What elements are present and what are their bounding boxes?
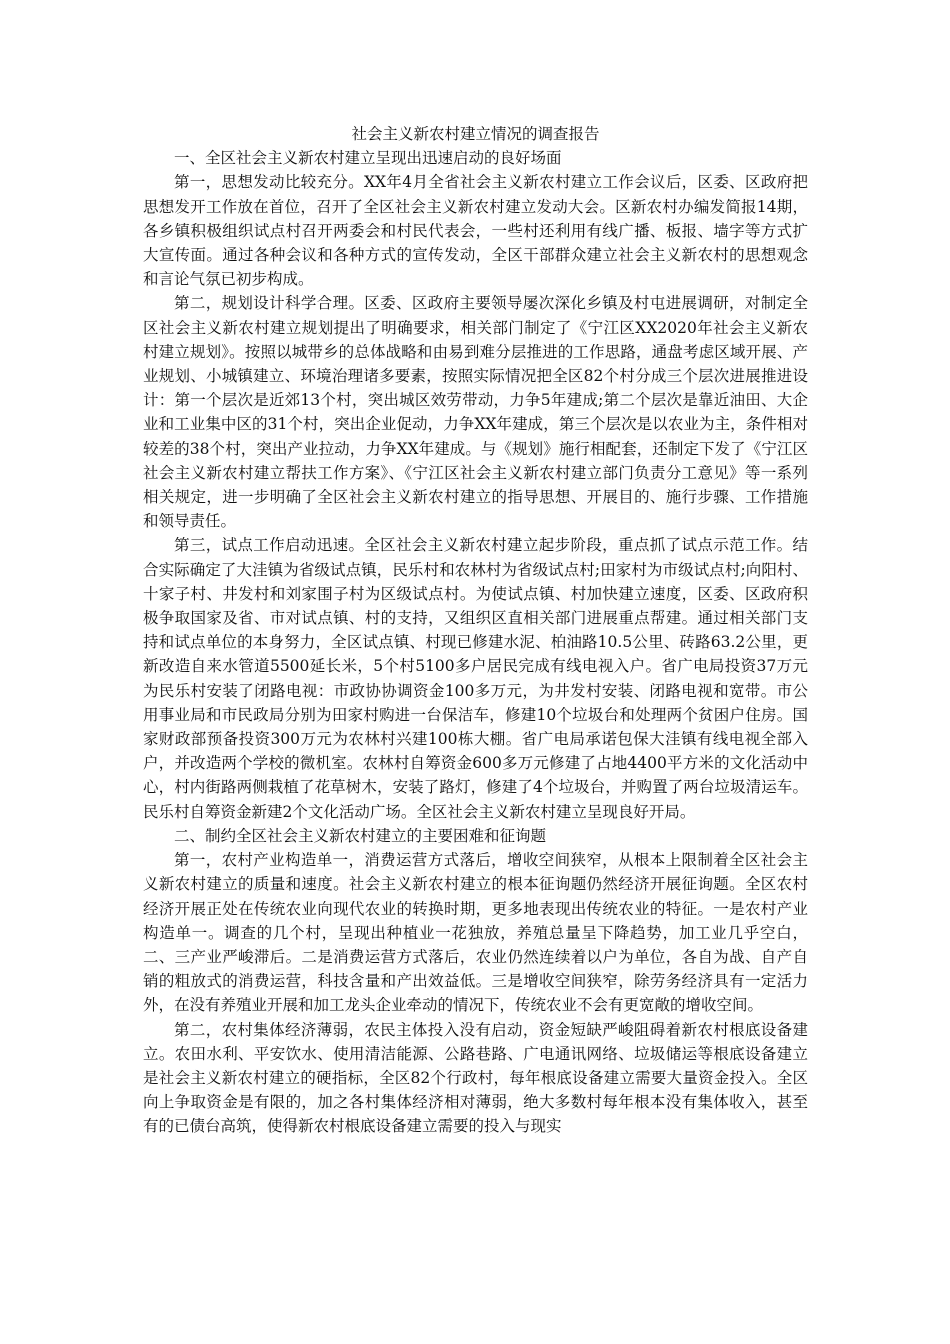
section-1 <box>143 146 808 824</box>
section-2 <box>143 824 808 1139</box>
document-page <box>143 122 808 1139</box>
paragraph: 第三，试点工作启动迅速。全区社会主义新农村建立起步阶段，重点抓了试点示范工作。结合实际确定了大洼镇为省级试点镇，民乐村和农林村为省级试点村;田家村为市级试点村;向阳村、十家子村、井发村和刘家围子村为区级试点村。为使试点镇、村加快建立速度，区委、区政府积极争取国家及省、市对试点镇、村的支持，又组织区直相关部门进展重点帮建。通过相关部门支持和试点单位的本身努力，全区试点镇、村现已修建水泥、柏油路10.5公里、砖路63.2公里，更新改造自来水管道5500延长米，5个村5100多户居民完成有线电视入户。省广电局投资37万元为民乐村安装了闭路电视：市政协协调资金100多万元，为井发村安装、闭路电视和宽带。市公用事业局和市民政局分别为田家村购进一台保洁车，修建10个垃圾台和处理两个贫困户住房。国家财政部预备投资300万元为农林村兴建100栋大棚。省广电局承诺包保大洼镇有线电视全部入户，并改造两个学校的微机室。农林村自筹资金600多万元修建了占地4400平方米的文化活动中心，村内街路两侧栽植了花草树木，安装了路灯，修建了4个垃圾台，并购置了两台垃圾清运车。民乐村自筹资金新建2个文化活动广场。全区社会主义新农村建立呈现良好开局。 <box>143 536 808 821</box>
section-heading: 一、全区社会主义新农村建立呈现出迅速启动的良好场面 <box>174 149 562 168</box>
section-heading: 二、制约全区社会主义新农村建立的主要困难和征询题 <box>174 826 547 845</box>
paragraph: 第一，思想发动比较充分。XX年4月全省社会主义新农村建立工作会议后，区委、区政府把思想发开工作放在首位，召开了全区社会主义新农村建立发动大会。区新农村办编发简报14期，各乡镇积极组织试点村召开两委会和村民代表会，一些村还利用有线广播、板报、墙字等方式扩大宣传面。通过各种会议和各种方式的宣传发动，全区干部群众建立社会主义新农村的思想观念和言论气氛已初步构成。 <box>143 173 808 289</box>
paragraph: 第二，规划设计科学合理。区委、区政府主要领导屡次深化乡镇及村屯进展调研，对制定全区社会主义新农村建立规划提出了明确要求，相关部门制定了《宁江区XX2020年社会主义新农村建立规划》。按照以城带乡的总体战略和由易到难分层推进的工作思路，通盘考虑区域开展、产业规划、小城镇建立、环境治理诸多要素，按照实际情况把全区82个村分成三个层次进展推进设计：第一个层次是近郊13个村，突出城区效劳带动，力争5年建成;第二个层次是靠近油田、大企业和工业集中区的31个村，突出企业促动，力争XX年建成，第三个层次是以农业为主，条件相对较差的38个村，突出产业拉动，力争XX年建成。与《规划》施行相配套，还制定下发了《宁江区社会主义新农村建立帮扶工作方案》、《宁江区社会主义新农村建立部门负责分工意见》等一系列相关规定，进一步明确了全区社会主义新农村建立的指导思想、开展目的、施行步骤、工作措施和领导责任。 <box>143 294 808 531</box>
paragraph: 第二，农村集体经济薄弱，农民主体投入没有启动，资金短缺严峻阻碍着新农村根底设备建立。农田水利、平安饮水、使用清洁能源、公路巷路、广电通讯网络、垃圾储运等根底设备建立是社会主义新农村建立的硬指标，全区82个行政村，每年根底设备建立需要大量资金投入。全区向上争取资金是有限的，加之各村集体经济相对薄弱，绝大多数村每年根本没有集体收入，甚至有的已债台高筑，使得新农村根底设备建立需要的投入与现实 <box>143 1020 808 1136</box>
paragraph: 第一，农村产业构造单一，消费运营方式落后，增收空间狭窄，从根本上限制着全区社会主义新农村建立的质量和速度。社会主义新农村建立的根本征询题仍然经济开展征询题。全区农村经济开展正处在传统农业向现代农业的转换时期，更多地表现出传统农业的特征。一是农村产业构造单一。调查的几个村，呈现出种植业一花独放，养殖总量呈下降趋势，加工业几乎空白，二、三产业严峻滞后。二是消费运营方式落后，农业仍然连续着以户为单位，各自为战、自产自销的粗放式的消费运营，科技含量和产出效益低。三是增收空间狭窄，除劳务经济具有一定活力外，在没有养殖业开展和加工龙头企业牵动的情况下，传统农业不会有更宽敞的增收空间。 <box>143 851 808 1015</box>
document-title: 社会主义新农村建立情况的调查报告 <box>351 125 600 143</box>
